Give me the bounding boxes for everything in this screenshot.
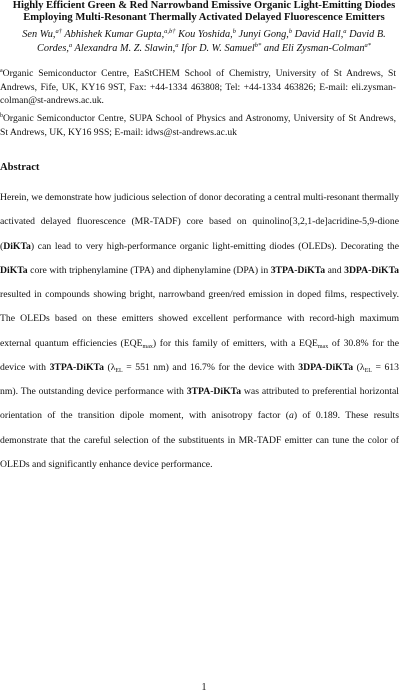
author-name: Alexandra M. Z. Slawin, xyxy=(72,42,176,54)
author-name: Kou Yoshida, xyxy=(175,29,233,40)
author-affiliation-mark: a† xyxy=(55,28,62,35)
author-affiliation-mark: a xyxy=(175,41,179,49)
author-affiliation-mark: a xyxy=(343,28,347,35)
author-name: David B. Cordes, xyxy=(36,29,386,54)
affiliation-text: Organic Semiconductor Centre, EaStCHEM School of Chemistry, University of St Andrews, St Andrews, Fife, UK, KY16 9ST, Fax: +44-1334 463808; Tel: +44-1334 463826; E-mail: eli.zysman-colman@st-andrews.ac.uk. xyxy=(0,68,396,106)
author-affiliation-mark: b* xyxy=(254,41,262,49)
affiliation-mark: a xyxy=(0,68,3,74)
author-affiliation-mark: b xyxy=(232,28,236,35)
title-line-2: Employing Multi-Resonant Thermally Activated Delayed Fluorescence Emitters xyxy=(23,12,385,23)
compound-name: 3TPA-DiKTa xyxy=(270,264,326,276)
author-name: Abhishek Kumar Gupta, xyxy=(61,29,165,40)
compound-name: 3TPA-DiKTa xyxy=(186,386,242,397)
author-list xyxy=(10,28,398,55)
affiliation-a xyxy=(0,67,408,108)
compound-name: DiKTa xyxy=(0,264,28,276)
compound-name: 3TPA-DiKTa xyxy=(49,361,104,373)
author-affiliation-mark: b xyxy=(288,28,293,35)
author-name: Sen Wu, xyxy=(22,29,56,40)
page-number: 1 xyxy=(201,682,207,693)
paper-title xyxy=(8,0,400,24)
author-name: Junyi Gong, xyxy=(235,29,289,40)
abstract-heading: Abstract xyxy=(0,162,40,173)
affiliation-b xyxy=(0,112,408,139)
author-name: David Hall, xyxy=(292,29,344,40)
author-affiliation-mark: a xyxy=(68,41,73,49)
affiliation-text: Organic Semiconductor Centre, SUPA School of Physics and Astronomy, University of St Andrews, St Andrews, UK, KY16 9SS; E-mail: idws@st-andrews.ac.uk xyxy=(0,113,396,138)
abstract-body: Herein, we demonstrate how judicious selection of donor decorating a central multi-resonant thermally activated delayed fluorescence (MR-TADF) core based on quinolino[3,2,1-de]acridine-5,9-dione (DiKTa) can lead to very high-performance organic light-emitting diodes (OLEDs). Decorating the DiKTa core with triphenylamine (TPA) and diphenylamine (DPA) in 3TPA-DiKTa and 3DPA-DiKTa resulted in compounds showing bright, narrowband green/red emission in doped films, respectively. The OLEDs based on these emitters showed excellent performance with record-high maximum external quantum efficiencies $(EQE_{max})$ for this family of emitters, with a $EQE_{max}$ of 30.8% for the device with 3TPA-DiKTa ($\lambda_{EL} = 551$ nm) and 16.7% for the device with 3DPA-DiKTa ($\lambda_{EL} = 613$ nm). The outstanding device performance with 3TPA-DiKTa was attributed to preferential horizontal orientation of the transition dipole moment, with anisotropy factor (a) of 0.189. These results demonstrate that the careful selection of the substituents in MR-TADF emitter can tune the color of OLEDs and significantly enhance device performance. xyxy=(0,192,400,470)
compound-name: 3DPA-DiKTa xyxy=(298,361,354,373)
author-affiliation-mark: a* xyxy=(364,41,372,49)
author-affiliation-mark: a,b† xyxy=(164,28,176,35)
author-name: and Eli Zysman-Colman xyxy=(261,42,365,54)
title-line-1: Highly Efficient Green & Red Narrowband Emissive Organic Light-Emitting Diodes xyxy=(12,0,396,11)
compound-name: 3DPA-DiKTa xyxy=(344,264,399,276)
compound-name: DiKTa xyxy=(3,240,31,252)
affiliation-mark: b xyxy=(0,113,3,119)
author-name: Ifor D. W. Samuel xyxy=(178,42,255,54)
